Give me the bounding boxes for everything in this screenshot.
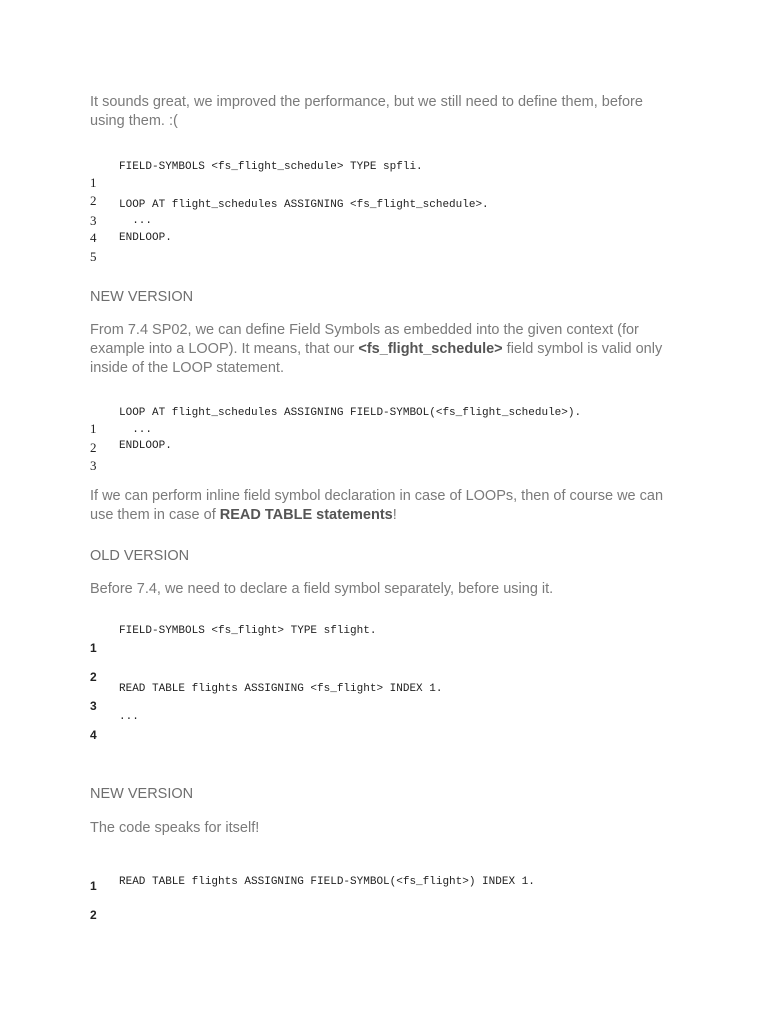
section-heading-old-version: OLD VERSION [90,548,190,564]
code-line [90,175,117,208]
line-number: 3 [90,699,97,713]
line-number: 4 [90,230,97,245]
code-line [90,890,117,922]
code-text: READ TABLE flights ASSIGNING FIELD-SYMBOL(<fs_flight>) INDEX 1. [119,876,535,888]
paragraph-text: ! [392,507,397,523]
bold-text: READ TABLE statements [219,507,393,523]
line-number: 1 [90,641,97,655]
line-number: 2 [90,908,97,922]
code-text: LOOP AT flight_schedules ASSIGNING FIELD-SYMBOL(<fs_flight_schedule>). [119,407,582,419]
line-number: 3 [90,458,97,473]
section-heading-new-version: NEW VERSION [90,289,194,305]
intro-paragraph: It sounds great, we improved the performance, but we still need to define them, before using them. :( [90,94,643,129]
paragraph-text: From 7.4 SP02, we can define Field Symbols as embedded into the given context (for example into a LOOP). It means, that our [90,322,639,357]
code-line [90,652,117,684]
code-line [90,231,172,264]
code-text: ENDLOOP. [119,232,172,244]
paragraph-text: If we can perform inline field symbol declaration in case of LOOPs, then of course we can use them in case of [90,488,664,523]
code-line [90,440,172,473]
code-line [90,195,489,228]
code-text: READ TABLE flights ASSIGNING <fs_flight> INDEX 1. [119,683,443,695]
read-table-paragraph [90,487,680,525]
code-line [90,861,117,893]
line-number: 3 [90,213,97,228]
code-text: ... [119,215,153,227]
line-number: 2 [90,193,97,208]
paragraph-text: field symbol is valid only inside of the LOOP statement. [90,341,663,376]
bold-text: <fs_flight_schedule> [358,341,503,357]
code-text: LOOP AT flight_schedules ASSIGNING <fs_flight_schedule>. [119,199,489,211]
code-text: ... [119,424,153,436]
code-line [90,157,423,190]
explanation-paragraph [90,321,680,378]
line-number: 1 [90,421,97,436]
code-line [90,681,443,713]
old-version-paragraph: Before 7.4, we need to declare a field symbol separately, before using it. [90,581,554,597]
code-text: FIELD-SYMBOLS <fs_flight> TYPE sflight. [119,625,377,637]
line-number: 1 [90,175,97,190]
line-number: 1 [90,879,97,893]
line-number: 2 [90,440,97,455]
line-number: 4 [90,728,97,742]
code-text: ... [119,711,139,723]
section-heading-new-version-2: NEW VERSION [90,786,194,802]
code-line [90,623,377,655]
code-line [90,403,582,436]
code-line [90,710,139,742]
line-number: 5 [90,249,97,264]
code-text: FIELD-SYMBOLS <fs_flight_schedule> TYPE spfli. [119,161,423,173]
line-number: 2 [90,670,97,684]
code-text: ENDLOOP. [119,440,172,452]
closing-paragraph: The code speaks for itself! [90,820,260,836]
